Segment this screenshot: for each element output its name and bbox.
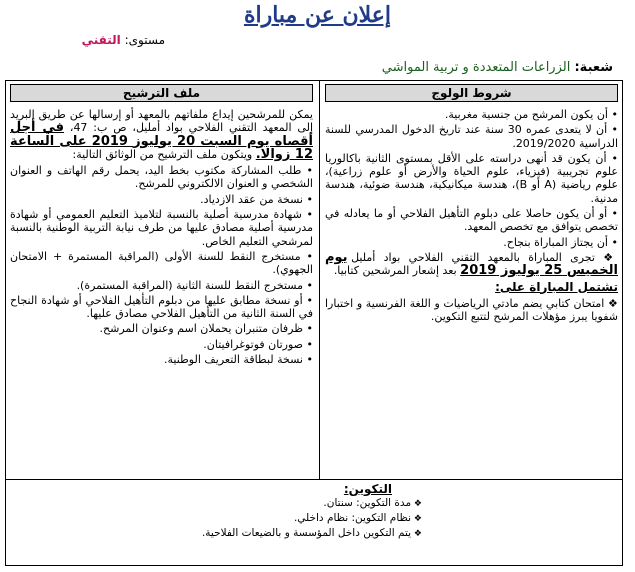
training-item: ❖ مدة التكوين: سنتان. xyxy=(6,496,422,511)
exam-content-text: امتحان كتابي يضم مادتي الرياضيات و اللغة الفرنسية و اختبارا شفويا يبرز مؤهلات المرشح لتتبع التكوين. xyxy=(325,296,618,324)
document-item: • نسخة من عقد الازدياد. xyxy=(10,193,313,206)
training-section xyxy=(6,479,622,566)
conditions-list xyxy=(325,108,618,249)
condition-item: • أن يجتاز المباراة بنجاح. xyxy=(325,236,618,249)
application-deadline: في أجل أقصاه يوم السبت 20 يوليوز 2019 على الساعة 12 زوالا. xyxy=(10,120,314,162)
document-item: • أو نسخة مطابق عليها من دبلوم التأهيل الفلاحي أو شهادة النجاح في السنة الثانية من التأهيل الفلاحي مصادق عليها. xyxy=(10,294,313,321)
training-item: ❖ يتم التكوين داخل المؤسسة و بالضيعات الفلاحية. xyxy=(6,526,422,541)
admission-conditions-column xyxy=(325,81,618,479)
announcement-table xyxy=(5,80,623,566)
application-intro-end: ويتكون ملف الترشيح من الوثائق التالية: xyxy=(72,147,253,161)
exam-date-paragraph xyxy=(325,251,618,278)
condition-item: • أو أن يكون حاصلا على دبلوم التأهيل الفلاحي أو ما يعادله في تخصص يتوافق مع تخصص المعهد. xyxy=(325,207,618,234)
training-title: التكوين: xyxy=(343,482,392,496)
application-file-heading: ملف الترشيح xyxy=(10,84,313,102)
condition-item: • أن يكون قد أنهى دراسته على الأقل بمستوى الثانية باكالوريا علوم تجريبية (فيزياء، علوم الحياة والأرض أو علوم زراعية)، علوم رياضية (A أو B)، هندسة ميكانيكية، هندسة ضوئية، هندسة مدنية. xyxy=(325,152,618,205)
application-intro xyxy=(10,108,313,161)
condition-item: • أن لا يتعدى عمره 30 سنة عند تاريخ الدخول المدرسي للسنة الدراسية 2019/2020. xyxy=(325,123,618,150)
admission-conditions-heading: شروط الولوج xyxy=(325,84,618,102)
exam-content-title: تشتمل المباراة على: xyxy=(495,279,618,294)
exam-date: يوم الخميس 25 يوليوز 2019 xyxy=(325,249,618,279)
branch-label: شعبة: xyxy=(574,60,613,75)
training-list xyxy=(6,496,622,541)
exam-content-desc xyxy=(325,297,618,324)
document-item: • ظرفان متنبران يحملان اسم وعنوان المرشح. xyxy=(10,322,313,335)
document-item: • نسخة لبطاقة التعريف الوطنية. xyxy=(10,353,313,366)
document-item: • مستخرج النقط للسنة الثانية (المراقبة المستمرة). xyxy=(10,279,313,292)
document-item: • شهادة مدرسية أصلية بالنسبة لتلاميذ التعليم العمومي أو شهادة مدرسية أصلية مصادق عليها من طرف نيابة التربية الوطنية بالنسبة لمرشحي التعليم الخاص. xyxy=(10,208,313,248)
diamond-icon: ❖ xyxy=(607,296,618,310)
column-divider xyxy=(319,81,320,479)
document-item: • مستخرج النقط للسنة الأولى (المراقبة المستمرة + الامتحان الجهوي). xyxy=(10,250,313,277)
level-line xyxy=(82,33,165,47)
document-item: • طلب المشاركة مكتوب بخط اليد، يحمل رقم الهاتف و العنوان الشخصي و العنوان الالكتروني للمرشح. xyxy=(10,164,313,191)
condition-item: • أن يكون المرشح من جنسية مغربية. xyxy=(325,108,618,121)
branch-line xyxy=(313,60,613,75)
level-label: مستوى: xyxy=(124,33,165,47)
application-intro-text: يمكن للمرشحين إيداع ملفاتهم بالمعهد أو إرسالها عن طريق البريد إلى المعهد التقني الفلاحي بواد أمليل، ص ب: 47، xyxy=(10,108,313,135)
exam-date-pre: تجرى المباراة بالمعهد التقني الفلاحي بواد أمليل xyxy=(351,250,595,264)
page-title: إعلان عن مباراة xyxy=(243,2,392,28)
exam-date-post: بعد إشعار المرشحين كتابيا. xyxy=(333,264,457,278)
documents-list xyxy=(10,164,313,366)
document-item: • صورتان فوتوغرافيتان. xyxy=(10,338,313,351)
diamond-icon: ❖ xyxy=(603,250,618,264)
training-item: ❖ نظام التكوين: نظام داخلي. xyxy=(6,511,422,526)
branch-value: الزراعات المتعددة و تربية المواشي xyxy=(381,60,571,75)
application-file-column xyxy=(10,81,313,479)
level-value: التقني xyxy=(81,33,121,47)
